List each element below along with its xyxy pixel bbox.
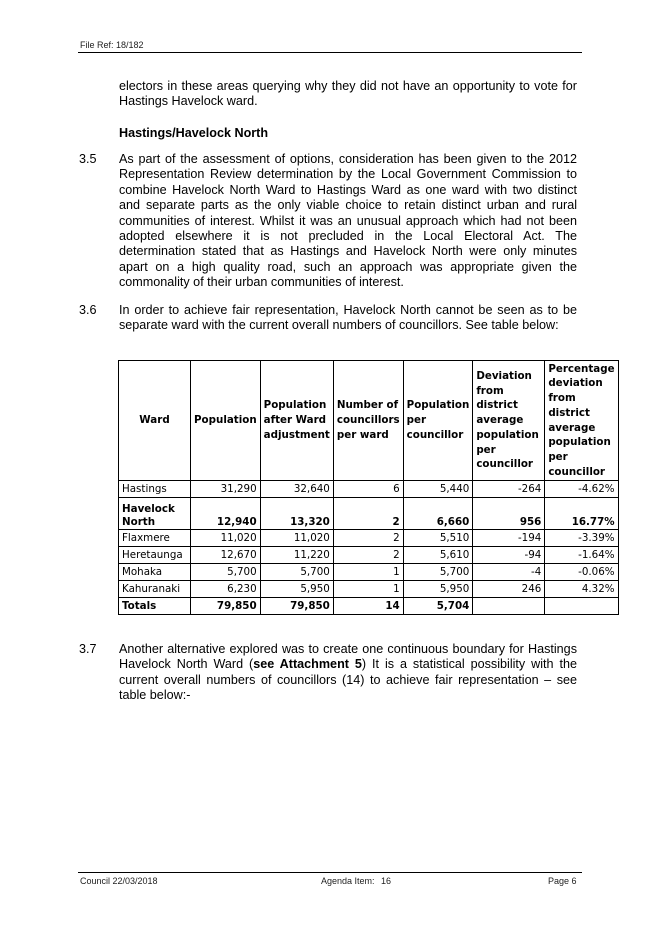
cell-percentage: -1.64% <box>545 547 618 564</box>
cell-deviation: 956 <box>473 498 545 530</box>
paragraph-3-7-text-before: Another alternative explored was to create one continuous boundary for Hastings Havelock North Ward ( <box>119 642 577 672</box>
cell-deviation: -264 <box>473 481 545 498</box>
cell-percentage: -4.62% <box>545 481 618 498</box>
paragraph-3-5: As part of the assessment of options, consideration has been given to the 2012 Representation Review determination by the Local Government Commission to combine Havelock North Ward to Hastings Ward as one ward with two distinct and separate parts as the only viable choice to retain distinct urban and rural communities of interest. Whilst it was an unusual approach which had not been adopted elsewhere it is not precluded in the Local Electoral Act. The determination stated that as Hastings and Havelock North were only minutes apart on a high quality road, such an approach was appropriate given the commonality of their urban communities of interest. <box>119 152 577 290</box>
cell-population: 31,290 <box>191 481 261 498</box>
table-row <box>119 564 619 581</box>
cell-councillors: 2 <box>333 530 403 547</box>
section-heading: Hastings/Havelock North <box>119 126 269 140</box>
file-reference: File Ref: 18/182 <box>80 40 144 50</box>
cell-deviation: 246 <box>473 581 545 598</box>
cell-percentage: -3.39% <box>545 530 618 547</box>
footer-rule <box>78 872 582 873</box>
cell-total-population: 79,850 <box>191 598 261 615</box>
cell-percentage: -0.06% <box>545 564 618 581</box>
cell-per-councillor: 5,510 <box>403 530 473 547</box>
cell-ward: Mohaka <box>119 564 191 581</box>
footer-agenda-item: 16 <box>381 876 392 886</box>
intro-paragraph: electors in these areas querying why they did not have an opportunity to vote for Hastings Havelock ward. <box>119 79 577 109</box>
cell-population: 12,670 <box>191 547 261 564</box>
header-population-per-councillor: Population per councillor <box>403 361 473 481</box>
header-ward: Ward <box>119 361 191 481</box>
cell-population-after: 11,020 <box>260 530 333 547</box>
header-percentage-deviation: Percentage deviation from district average population per councillor <box>545 361 618 481</box>
paragraph-3-7-text-after: ) It is a statistical possibility with the current overall numbers of councillors (14) to achieve fair representation – see table below:- <box>119 657 577 703</box>
cell-total-councillors: 14 <box>333 598 403 615</box>
cell-councillors: 1 <box>333 564 403 581</box>
header-population: Population <box>191 361 261 481</box>
cell-deviation: -4 <box>473 564 545 581</box>
cell-ward: Havelock North <box>119 498 191 530</box>
cell-total-percentage <box>545 598 618 615</box>
attachment-reference: see Attachment 5 <box>253 657 362 672</box>
cell-per-councillor: 5,610 <box>403 547 473 564</box>
paragraph-number-3-5: 3.5 <box>79 152 97 166</box>
header-population-after: Population after Ward adjustment <box>260 361 333 481</box>
cell-population: 5,700 <box>191 564 261 581</box>
header-number-councillors: Number of councillors per ward <box>333 361 403 481</box>
cell-population-after: 11,220 <box>260 547 333 564</box>
cell-ward: Hastings <box>119 481 191 498</box>
table-row <box>119 498 619 530</box>
table-header-row <box>119 361 619 481</box>
cell-ward: Kahuranaki <box>119 581 191 598</box>
cell-ward: Heretaunga <box>119 547 191 564</box>
header-deviation: Deviation from district average population per councillor <box>473 361 545 481</box>
table-totals-row <box>119 598 619 615</box>
footer-page-number: Page 6 <box>548 876 577 886</box>
cell-deviation: -94 <box>473 547 545 564</box>
cell-totals-label: Totals <box>119 598 191 615</box>
cell-councillors: 6 <box>333 481 403 498</box>
cell-per-councillor: 5,440 <box>403 481 473 498</box>
cell-population: 6,230 <box>191 581 261 598</box>
cell-population-after: 32,640 <box>260 481 333 498</box>
cell-percentage: 4.32% <box>545 581 618 598</box>
cell-councillors: 2 <box>333 547 403 564</box>
header-rule <box>78 52 582 53</box>
paragraph-3-7 <box>119 642 577 704</box>
representation-table <box>118 360 619 615</box>
cell-per-councillor: 5,700 <box>403 564 473 581</box>
cell-population-after: 5,950 <box>260 581 333 598</box>
table-row <box>119 481 619 498</box>
cell-population: 11,020 <box>191 530 261 547</box>
paragraph-3-6: In order to achieve fair representation, Havelock North cannot be seen as to be separate ward with the current overall numbers of councillors. See table below: <box>119 303 577 333</box>
paragraph-number-3-7: 3.7 <box>79 642 97 656</box>
table-row <box>119 530 619 547</box>
cell-total-per-councillor: 5,704 <box>403 598 473 615</box>
cell-population-after: 13,320 <box>260 498 333 530</box>
table-row <box>119 547 619 564</box>
cell-per-councillor: 6,660 <box>403 498 473 530</box>
cell-councillors: 1 <box>333 581 403 598</box>
cell-per-councillor: 5,950 <box>403 581 473 598</box>
cell-population: 12,940 <box>191 498 261 530</box>
cell-deviation: -194 <box>473 530 545 547</box>
cell-ward: Flaxmere <box>119 530 191 547</box>
table-row <box>119 581 619 598</box>
footer-agenda-label: Agenda Item: <box>321 876 375 886</box>
footer-council-date: Council 22/03/2018 <box>80 876 158 886</box>
cell-councillors: 2 <box>333 498 403 530</box>
cell-population-after: 5,700 <box>260 564 333 581</box>
cell-total-deviation <box>473 598 545 615</box>
paragraph-number-3-6: 3.6 <box>79 303 97 317</box>
cell-percentage: 16.77% <box>545 498 618 530</box>
cell-total-population-after: 79,850 <box>260 598 333 615</box>
